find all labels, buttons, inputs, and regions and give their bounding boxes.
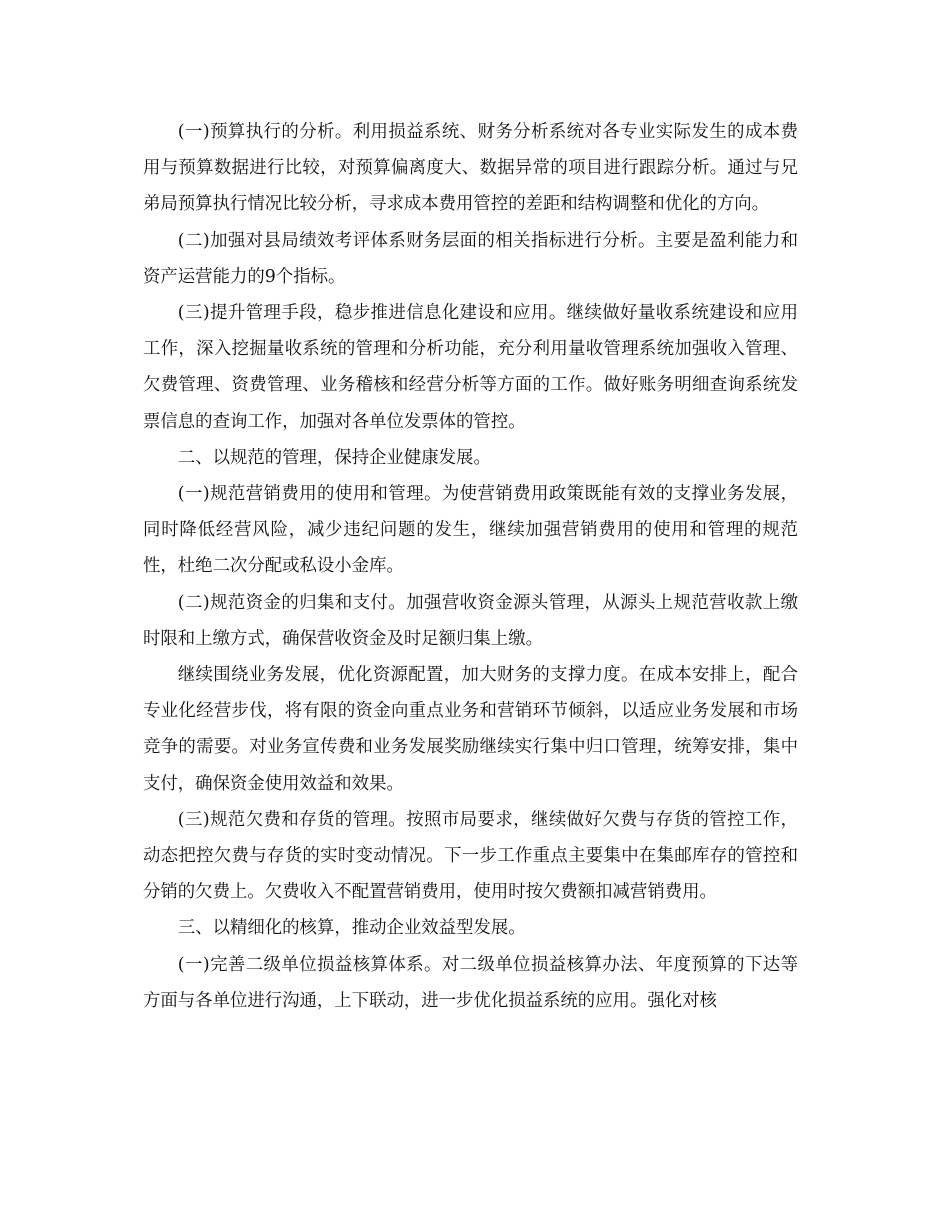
section-heading-refined-accounting: 三、以精细化的核算，推动企业效益型发展。 bbox=[177, 918, 526, 939]
paragraph-resource-allocation: 继续围绕业务发展，优化资源配置，加大财务的支撑力度。在成本安排上，配合专业化经营步伐，将有限的资金向重点业务和营销环节倾斜，以适应业务发展和市场竞争的需要。对业务宣传费和业务发展奖励继续实行集中归口管理，统筹安排，集中支付，确保资金使用效益和效果。 bbox=[143, 665, 798, 794]
paragraph-fund-collection: (二)规范资金的归集和支付。加强营收资金源头管理，从源头上规范营收款上缴时限和上缴方式，确保营收资金及时足额归集上缴。 bbox=[143, 592, 798, 649]
paragraph-budget-analysis: (一)预算执行的分析。利用损益系统、财务分析系统对各专业实际发生的成本费用与预算数据进行比较，对预算偏离度大、数据异常的项目进行跟踪分析。通过与兄弟局预算执行情况比较分析，寻求成本费用管控的差距和结构调整和优化的方向。 bbox=[143, 122, 798, 215]
paragraph-informatization: (三)提升管理手段，稳步推进信息化建设和应用。继续做好量收系统建设和应用工作，深入挖掘量收系统的管理和分析功能，充分利用量收管理系统加强收入管理、欠费管理、资费管理、业务稽核和经营分析等方面的工作。做好账务明细查询系统发票信息的查询工作，加强对各单位发票体的管控。 bbox=[143, 303, 798, 432]
section-heading-standardized-management: 二、以规范的管理，保持企业健康发展。 bbox=[177, 447, 491, 468]
paragraph-arrears-inventory: (三)规范欠费和存货的管理。按照市局要求，继续做好欠费与存货的管控工作，动态把控欠费与存货的实时变动情况。下一步工作重点主要集中在集邮库存的管控和分销的欠费上。欠费收入不配置营销费用，使用时按欠费额扣减营销费用。 bbox=[143, 809, 798, 903]
paragraph-profit-loss-system: (一)完善二级单位损益核算体系。对二级单位损益核算办法、年度预算的下达等方面与各单位进行沟通，上下联动，进一步优化损益系统的应用。强化对核 bbox=[143, 954, 798, 1011]
document-body bbox=[143, 114, 798, 1019]
paragraph-marketing-expenses: (一)规范营销费用的使用和管理。为使营销费用政策既能有效的支撑业务发展，同时降低经营风险，减少违纪问题的发生，继续加强营销费用的使用和管理的规范性，杜绝二次分配或私设小金库。 bbox=[143, 484, 798, 577]
paragraph-performance-indicators: (二)加强对县局绩效考评体系财务层面的相关指标进行分析。主要是盈利能力和资产运营能力的9个指标。 bbox=[143, 230, 798, 287]
